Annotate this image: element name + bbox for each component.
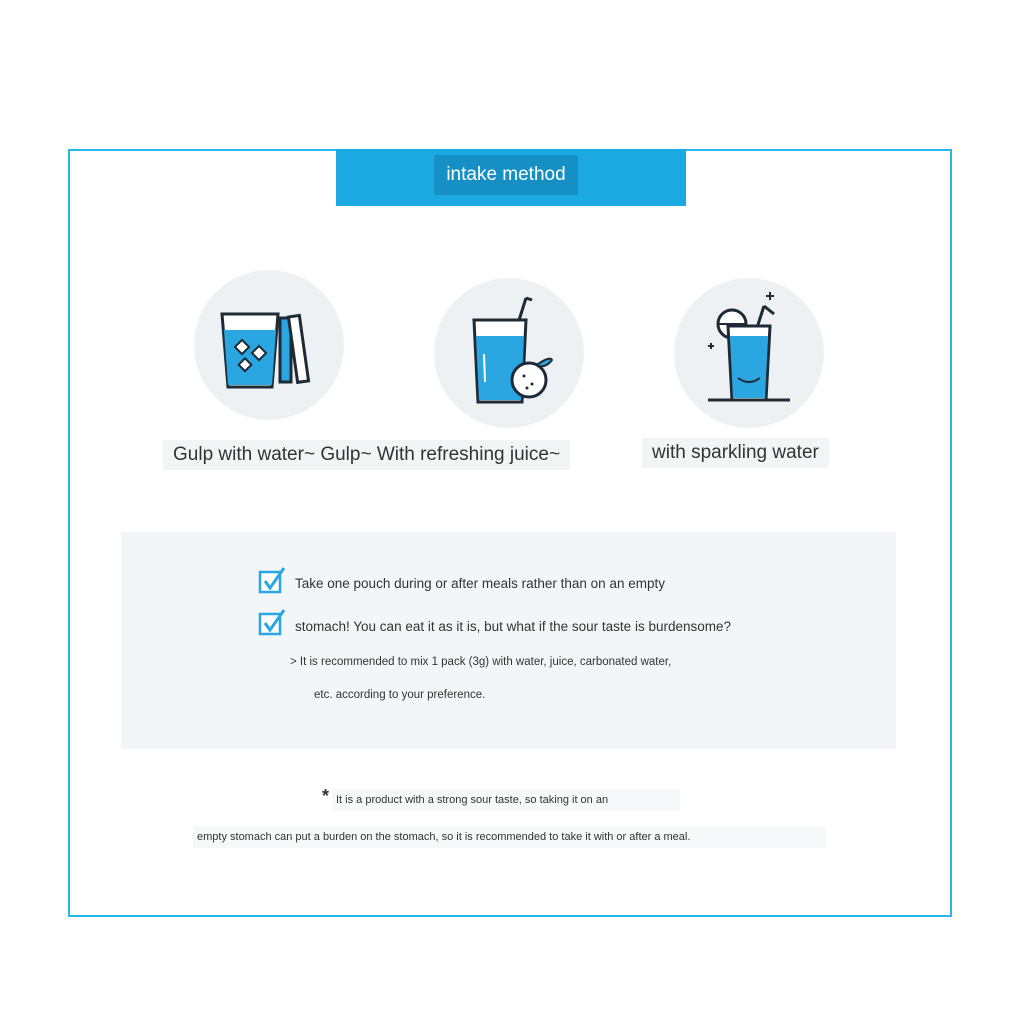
checkbox-icon: [258, 608, 284, 638]
instruction-line-2: stomach! You can eat it as it is, but what if the sour taste is burdensome?: [295, 619, 731, 634]
sparkling-water-glass-icon: [674, 278, 824, 428]
note-line-2: empty stomach can put a burden on the stomach, so it is recommended to take it with or after a meal.: [193, 826, 826, 848]
section-title: intake method: [434, 155, 578, 195]
water-glass-with-sticks-icon: [194, 270, 344, 420]
instruction-line-1: Take one pouch during or after meals rather than on an empty: [295, 576, 665, 591]
note-asterisk: *: [322, 786, 330, 806]
caption-water-and-juice: Gulp with water~ Gulp~ With refreshing juice~: [163, 440, 570, 470]
checkbox-icon: [258, 566, 284, 596]
recommendation-line-1: > It is recommended to mix 1 pack (3g) with water, juice, carbonated water,: [290, 656, 672, 668]
note-line-1: It is a product with a strong sour taste, so taking it on an: [332, 789, 680, 811]
recommendation-line-2: etc. according to your preference.: [314, 689, 486, 701]
caption-sparkling-water: with sparkling water: [642, 438, 829, 468]
instructions-panel: [121, 532, 896, 749]
juice-glass-with-orange-icon: [434, 278, 584, 428]
